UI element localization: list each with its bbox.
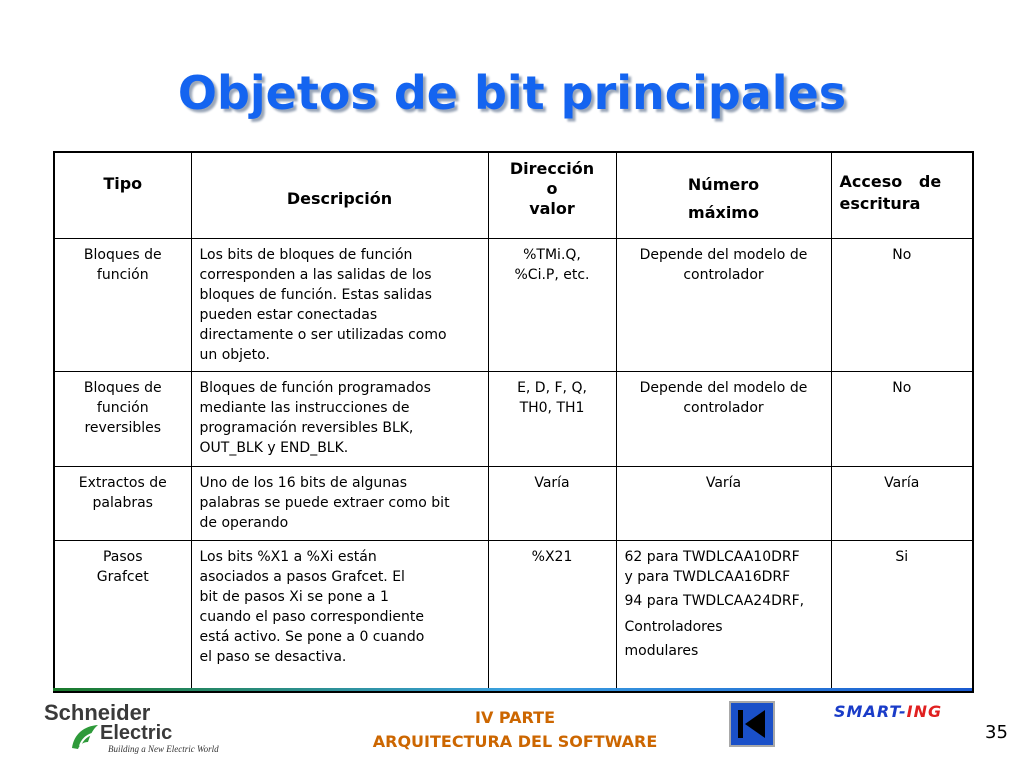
page-number: 35	[985, 722, 1008, 743]
cell-line: OUT_BLK y END_BLK.	[199, 439, 349, 456]
cell-tipo	[54, 371, 191, 466]
header-tipo-label: Tipo	[103, 174, 143, 193]
page-title: Objetos de bit principales	[177, 66, 847, 120]
cell-line: reversibles	[84, 419, 162, 436]
cell-line: está activo. Se pone a 0 cuando	[199, 628, 425, 645]
cell-numero	[616, 371, 831, 466]
cell-line: Bloques de	[83, 379, 162, 396]
header-numero-line1: Número	[687, 175, 760, 194]
cell-line: %TMi.Q,	[523, 246, 581, 263]
header-descripcion	[191, 152, 488, 238]
cell-tipo	[54, 466, 191, 540]
cell-direccion	[488, 371, 616, 466]
cell-numero	[616, 238, 831, 371]
cell-line: modulares	[624, 642, 699, 659]
cell-line: programación reversibles BLK,	[199, 419, 414, 436]
cell-line: Depende del modelo de	[639, 246, 808, 263]
cell-line: %X21	[531, 548, 573, 565]
cell-acceso: No	[831, 238, 973, 371]
cell-acceso: Si	[831, 540, 973, 692]
cell-line: %Ci.P, etc.	[514, 266, 590, 283]
cell-line: 62 para TWDLCAA10DRF	[624, 548, 800, 565]
table-row	[54, 371, 973, 466]
logo-name-2: Electric	[100, 722, 173, 744]
brand-text-a: SMART-	[834, 702, 907, 721]
cell-line: y para TWDLCAA16DRF	[624, 568, 791, 585]
header-direccion-line1: Dirección	[509, 159, 595, 178]
header-acceso	[831, 152, 973, 238]
cell-line: función	[96, 266, 149, 283]
cell-line: directamente o ser utilizadas como	[199, 326, 447, 343]
footer-line-1: IV PARTE	[475, 708, 555, 727]
cell-line: Bloques de función programados	[199, 379, 431, 396]
table-row	[54, 466, 973, 540]
footer-line-2: ARQUITECTURA DEL SOFTWARE	[372, 732, 658, 751]
cell-line: mediante las instrucciones de	[199, 399, 410, 416]
skip-to-start-icon	[731, 703, 773, 745]
cell-line: controlador	[683, 399, 764, 416]
header-numero	[616, 152, 831, 238]
cell-line: Bloques de	[83, 246, 162, 263]
header-numero-line2: máximo	[688, 203, 759, 222]
cell-line: Los bits %X1 a %Xi están	[199, 548, 377, 565]
cell-line: un objeto.	[199, 346, 270, 363]
cell-tipo	[54, 540, 191, 692]
schneider-leaf-icon	[68, 722, 102, 752]
cell-line: cuando el paso correspondiente	[199, 608, 424, 625]
cell-line: controlador	[683, 266, 764, 283]
header-direccion	[488, 152, 616, 238]
cell-line: Los bits de bloques de función	[199, 246, 413, 263]
header-direccion-line3: valor	[529, 199, 575, 218]
header-descripcion-label: Descripción	[286, 189, 393, 209]
cell-line: Extractos de	[78, 474, 167, 491]
cell-line: Uno de los 16 bits de algunas	[199, 474, 407, 491]
table-row	[54, 540, 973, 692]
cell-direccion	[488, 540, 616, 692]
cell-line: bloques de función. Estas salidas	[199, 286, 432, 303]
cell-line: el paso se desactiva.	[199, 648, 347, 665]
cell-line: Varía	[705, 474, 742, 491]
table-row	[54, 238, 973, 371]
cell-line: Controladores	[624, 618, 723, 635]
schneider-electric-logo	[40, 700, 240, 760]
cell-acceso: Varía	[831, 466, 973, 540]
table-bottom-rule	[53, 688, 972, 691]
cell-descripcion	[191, 238, 488, 371]
header-direccion-line2: o	[546, 179, 558, 198]
cell-line: de operando	[199, 514, 289, 531]
header-acceso-line2: escritura	[839, 194, 921, 213]
table-header-row	[54, 152, 973, 238]
cell-line: corresponden a las salidas de los	[199, 266, 432, 283]
cell-line: TH0, TH1	[519, 399, 585, 416]
cell-line: Depende del modelo de	[639, 379, 808, 396]
cell-line: palabras se puede extraer como bit	[199, 494, 450, 511]
cell-line: asociados a pasos Grafcet. El	[199, 568, 405, 585]
logo-name-1: Schneider	[44, 700, 151, 725]
cell-line: 94 para TWDLCAA24DRF,	[624, 592, 805, 609]
cell-line: palabras	[92, 494, 153, 511]
footer-section-title	[330, 706, 700, 754]
cell-descripcion	[191, 466, 488, 540]
cell-direccion	[488, 238, 616, 371]
logo-tagline: Building a New Electric World	[108, 744, 219, 754]
cell-descripcion	[191, 371, 488, 466]
brand-text-b: ING	[906, 702, 943, 721]
header-tipo	[54, 152, 191, 238]
cell-line: bit de pasos Xi se pone a 1	[199, 588, 389, 605]
cell-tipo	[54, 238, 191, 371]
bit-objects-table	[53, 151, 974, 693]
cell-line: Varía	[534, 474, 570, 491]
cell-line: E, D, F, Q,	[517, 379, 587, 396]
first-slide-button[interactable]	[729, 701, 775, 747]
cell-direccion	[488, 466, 616, 540]
cell-line: Grafcet	[96, 568, 149, 585]
cell-line: función	[96, 399, 149, 416]
cell-numero	[616, 466, 831, 540]
cell-line: pueden estar conectadas	[199, 306, 378, 323]
header-acceso-line1: Acceso de	[839, 172, 942, 191]
cell-line: Pasos	[102, 548, 143, 565]
cell-descripcion	[191, 540, 488, 692]
smart-ing-logo	[834, 702, 942, 721]
cell-numero	[616, 540, 831, 692]
cell-acceso: No	[831, 371, 973, 466]
